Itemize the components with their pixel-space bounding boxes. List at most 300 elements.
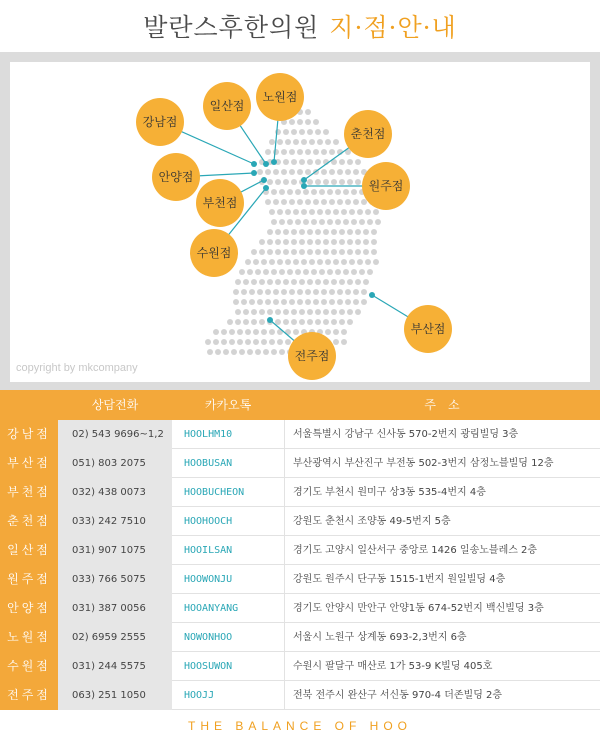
map-dot [345,169,351,175]
kakao-id: HOOBUSAN [184,458,233,469]
map-dot [251,319,257,325]
kakao-id: HOOILSAN [184,545,233,556]
kakao-id: HOOBUCHEON [184,487,245,498]
map-dot [215,349,221,355]
kakao-id: HOOLHM10 [184,429,233,440]
map-dot [319,219,325,225]
map-dot [243,279,249,285]
map-dot [355,229,361,235]
map-dot [289,149,295,155]
location-marker [301,183,307,189]
map-dot [253,329,259,335]
map-dot [339,239,345,245]
map-dot [289,199,295,205]
map-dot [309,259,315,265]
map-dot [271,189,277,195]
map-dot [341,209,347,215]
map-dot [243,309,249,315]
map-dot [283,309,289,315]
map-dot [339,159,345,165]
map-dot [313,119,319,125]
map-dot [327,189,333,195]
map-dot [317,209,323,215]
page-title: 지·점·안·내 [329,13,457,42]
map-dot [323,309,329,315]
map-dot [269,209,275,215]
map-dot [333,139,339,145]
map-dot [317,139,323,145]
map-dot [261,339,267,345]
map-dot [285,209,291,215]
map-dot [291,249,297,255]
map-dot [281,199,287,205]
map-dot [355,179,361,185]
map-dot [265,169,271,175]
map-dot [291,319,297,325]
map-dot [367,219,373,225]
map-dot [291,309,297,315]
map-dot [283,159,289,165]
map-dot [269,339,275,345]
location-marker [301,177,307,183]
map-dot [323,319,329,325]
map-dot [301,209,307,215]
kakao-id: HOOHOOCH [184,516,233,527]
location-marker [261,177,267,183]
map-dot [235,279,241,285]
phone-number: 02) 543 9696~1,2 [58,420,172,449]
map-dot [253,259,259,265]
location-marker [369,292,375,298]
map-dot [337,199,343,205]
map-dot [261,259,267,265]
map-dot [295,189,301,195]
map-dot [331,229,337,235]
map-dot [283,229,289,235]
map-dot [315,319,321,325]
map-dot [259,319,265,325]
map-dot [307,179,313,185]
map-dot [361,299,367,305]
map-dot [347,159,353,165]
map-dot [239,269,245,275]
map-panel [10,62,590,382]
page-header [0,0,600,52]
location-marker [263,185,269,191]
map-dot [305,299,311,305]
map-dot [277,139,283,145]
map-dot [347,309,353,315]
map-dot [263,269,269,275]
map-dot [337,289,343,295]
map-dot [325,139,331,145]
map-dot [267,229,273,235]
map-dot [275,239,281,245]
table-row [0,449,600,478]
map-dot [371,229,377,235]
address: 경기도 안양시 만안구 안양1동 674-52번지 백신빌딩 3층 [284,594,600,623]
map-dot [245,339,251,345]
map-dot [265,199,271,205]
branch-label: 수원점 [196,246,232,260]
map-dot [283,279,289,285]
map-dot [337,299,343,305]
map-dot [315,229,321,235]
branch-name: 원주점 [0,565,58,594]
map-dot [269,139,275,145]
map-dot [307,229,313,235]
map-dot [307,129,313,135]
map-dot [289,169,295,175]
address: 서울특별시 강남구 신사동 570-2번지 광림빌딩 3층 [284,420,600,449]
map-dot [309,209,315,215]
branch-name: 안양점 [0,594,58,623]
map-dot [311,219,317,225]
map-dot [227,319,233,325]
map-dot [355,309,361,315]
map-dot [313,299,319,305]
kakao-id: NOWONHOO [184,632,233,643]
map-dot [229,329,235,335]
map-dot [313,289,319,295]
map-dot [299,229,305,235]
map-dot [375,219,381,225]
map-dot [293,329,299,335]
map-dot [341,259,347,265]
map-dot [297,149,303,155]
map-dot [297,119,303,125]
map-dot [315,159,321,165]
header-address: 주 소 [424,398,460,412]
map-dot [257,299,263,305]
map-dot [275,229,281,235]
table-row [0,565,600,594]
map-dot [207,349,213,355]
map-dot [305,109,311,115]
map-dot [363,229,369,235]
branch-name: 전주점 [0,681,58,710]
map-frame [0,52,600,390]
map-dot [249,299,255,305]
map-dot [303,219,309,225]
map-dot [291,239,297,245]
map-dot [345,299,351,305]
map-dot [357,209,363,215]
map-dot [319,269,325,275]
map-dot [355,249,361,255]
header-branch [0,390,58,420]
branch-label: 노원점 [262,90,298,104]
branch-label: 일산점 [209,99,245,113]
map-dot [247,269,253,275]
phone-number: 031) 244 5575 [58,652,172,681]
phone-number: 033) 766 5075 [58,565,172,594]
map-dot [265,299,271,305]
map-dot [355,279,361,285]
map-dot [275,319,281,325]
map-dot [367,269,373,275]
map-dot [335,269,341,275]
phone-number: 033) 242 7510 [58,507,172,536]
branch-table [0,390,600,714]
map-dot [323,279,329,285]
map-dot [359,219,365,225]
table-row [0,652,600,681]
table-row [0,594,600,623]
map-dot [297,169,303,175]
map-dot [299,129,305,135]
map-dot [259,309,265,315]
map-dot [361,199,367,205]
map-dot [205,339,211,345]
kakao-id: HOOJJ [184,690,215,701]
map-dot [283,129,289,135]
map-dot [257,289,263,295]
table-row [0,478,600,507]
map-dot [329,149,335,155]
map-dot [329,299,335,305]
map-dot [287,219,293,225]
map-dot [331,319,337,325]
map-dot [333,339,339,345]
map-dot [251,249,257,255]
map-dot [273,299,279,305]
map-dot [331,179,337,185]
kakao-id: HOOWONJU [184,574,233,585]
location-marker [267,317,273,323]
map-dot [291,159,297,165]
map-dot [327,219,333,225]
map-dot [311,269,317,275]
map-dot [345,289,351,295]
map-dot [353,299,359,305]
map-dot [255,349,261,355]
map-dot [333,329,339,335]
map-dot [333,209,339,215]
table-row [0,536,600,565]
map-dot [291,229,297,235]
map-dot [273,169,279,175]
map-dot [333,259,339,265]
map-dot [289,119,295,125]
map-dot [339,179,345,185]
map-dot [355,159,361,165]
location-marker [251,170,257,176]
map-dot [305,149,311,155]
map-dot [237,339,243,345]
footer-slogan: THE BALANCE OF HOO [187,719,413,733]
map-dot [353,169,359,175]
phone-number: 051) 803 2075 [58,449,172,478]
map-dot [235,309,241,315]
map-dot [321,169,327,175]
location-marker [251,161,257,167]
map-dot [341,339,347,345]
map-dot [267,179,273,185]
map-dot [347,229,353,235]
phone-number: 02) 6959 2555 [58,623,172,652]
header-kakao: 카카오톡 [204,398,252,412]
map-dot [287,269,293,275]
map-dot [283,179,289,185]
branch-label: 강남점 [142,115,178,129]
map-dot [347,249,353,255]
map-dot [323,179,329,185]
address: 수원시 팔달구 매산로 1가 53-9 K빌딩 405호 [284,652,600,681]
map-dot [319,189,325,195]
map-dot [273,289,279,295]
map-dot [257,169,263,175]
map-dot [285,339,291,345]
map-dot [303,269,309,275]
map-dot [299,159,305,165]
map-dot [277,209,283,215]
map-dot [363,279,369,285]
map-dot [339,229,345,235]
map-dot [265,289,271,295]
map-dot [271,269,277,275]
map-dot [323,129,329,135]
map-dot [339,309,345,315]
branch-name: 강남점 [0,420,58,449]
map-dot [305,169,311,175]
branch-label: 부산점 [410,322,446,336]
map-dot [313,199,319,205]
map-dot [287,189,293,195]
map-dot [279,269,285,275]
map-dot [359,269,365,275]
map-dot [231,349,237,355]
address: 강원도 원주시 단구동 1515-1번지 원일빌딩 4층 [284,565,600,594]
map-dot [313,149,319,155]
map-dot [329,169,335,175]
map-dot [351,189,357,195]
map-dot [299,319,305,325]
map-dot [305,199,311,205]
map-dot [355,239,361,245]
phone-number: 031) 387 0056 [58,594,172,623]
kakao-id: HOOSUWON [184,661,233,672]
map-dot [213,329,219,335]
map-dot [347,279,353,285]
map-dot [295,219,301,225]
map-dot [299,239,305,245]
map-dot [253,339,259,345]
branch-name: 노원점 [0,623,58,652]
map-dot [331,239,337,245]
table-row [0,623,600,652]
map-dot [281,289,287,295]
map-dot [329,199,335,205]
map-dot [327,269,333,275]
map-dot [245,329,251,335]
map-dot [273,199,279,205]
map-dot [343,219,349,225]
map-dot [301,259,307,265]
map-dot [373,259,379,265]
map-dot [269,329,275,335]
header-phone: 상담전화 [91,398,139,412]
map-dot [315,239,321,245]
map-dot [315,129,321,135]
map-dot [315,279,321,285]
copyright-text: copyright by mkcompany [16,362,138,374]
map-dot [267,279,273,285]
map-dot [371,249,377,255]
map-dot [357,259,363,265]
map-dot [279,349,285,355]
map-dot [373,209,379,215]
map-dot [245,259,251,265]
map-dot [271,219,277,225]
branch-name: 춘천점 [0,507,58,536]
map-dot [349,209,355,215]
map-dot [259,249,265,255]
map-dot [323,239,329,245]
branch-name: 일산점 [0,536,58,565]
map-dot [353,199,359,205]
branch-name: 부천점 [0,478,58,507]
map-dot [321,289,327,295]
map-dot [371,239,377,245]
map-dot [343,269,349,275]
map-dot [265,149,271,155]
map-dot [283,239,289,245]
map-dot [315,309,321,315]
map-dot [365,209,371,215]
map-dot [281,169,287,175]
map-dot [223,349,229,355]
map-dot [305,289,311,295]
map-dot [295,269,301,275]
map-dot [233,289,239,295]
map-dot [221,339,227,345]
map-dot [247,349,253,355]
map-dot [281,149,287,155]
phone-number: 032) 438 0073 [58,478,172,507]
map-dot [335,219,341,225]
map-dot [267,309,273,315]
branch-name: 부산점 [0,449,58,478]
map-dot [325,259,331,265]
map-dot [363,249,369,255]
map-dot [321,149,327,155]
map-dot [331,309,337,315]
branch-name: 수원점 [0,652,58,681]
branch-label: 원주점 [368,179,404,193]
map-dot [349,259,355,265]
address: 경기도 부천시 원미구 상3동 535-4번지 4층 [284,478,600,507]
branch-label: 전주점 [294,349,330,363]
map-dot [213,339,219,345]
map-dot [363,239,369,245]
phone-number: 063) 251 1050 [58,681,172,710]
map-dot [235,319,241,325]
address: 강원도 춘천시 조양동 49-5번지 5층 [284,507,600,536]
map-dot [241,299,247,305]
map-dot [307,309,313,315]
map-dot [255,269,261,275]
table-row [0,507,600,536]
map-dot [347,319,353,325]
map-dot [293,209,299,215]
map-dot [325,209,331,215]
map-dot [297,289,303,295]
map-dot [279,219,285,225]
map-dot [267,239,273,245]
map-dot [347,239,353,245]
address: 전북 전주시 완산구 서신동 970-4 더존빌딩 2층 [284,681,600,710]
